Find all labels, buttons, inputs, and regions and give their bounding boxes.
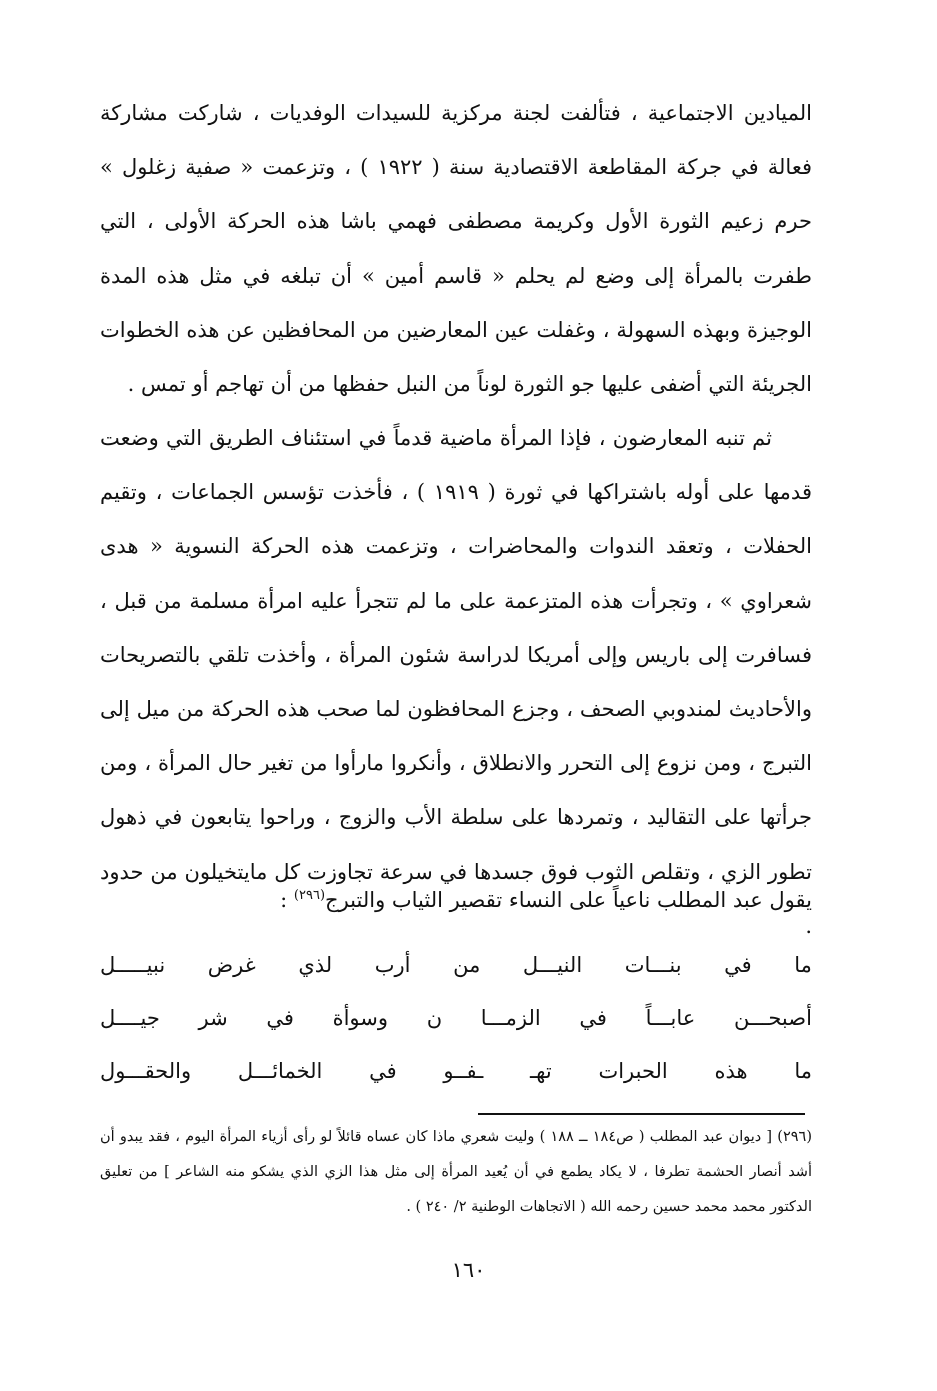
verse-word: أصبحـــن [733,1006,812,1030]
verse-word: عابـــاً [645,1006,696,1030]
verse-word: ما [794,1059,812,1083]
poem-verse-1 [100,938,812,992]
verse-word: في [369,1059,397,1083]
body-paragraph-1: الميادين الاجتماعية ، فتألفت لجنة مركزية للسيدات الوفديات ، شاركت مشاركة فعالة في جركة المقاطعة الاقتصادية سنة ( ١٩٢٢ ) ، وتزعمت « صفية زغلول » حرم زعيم الثورة الأول وكريمة مصطفى فهمي باشا هذه الحركة الأولى ، التي طفرت بالمرأة إلى وضع لم يحلم « قاسم أمين » أن تبلغه في مثل هذه المدة الوجيزة وبهذه السهولة ، وغفلت عين المعارضين من المحافظين عن هذه الخطوات الجريئة التي أضفى عليها جو الثورة لوناً من النبل حفظها من أن تهاجم أو تمس . [100,101,812,397]
poem-verse-3 [100,1044,812,1098]
verse-word: غرض [207,953,256,977]
body-paragraph-2: ثم تنبه المعارضون ، فإذا المرأة ماضية قدماً في استئناف الطريق التي وضعت قدمها على أوله باشتراكها في ثورة ( ١٩١٩ ) ، فأخذت تؤسس الجماعات ، وتقيم الحفلات ، وتعقد الندوات والمحاضرات ، وتزعمت هذه الحركة النسوية « هدى شعراوي » ، وتجرأت هذه المتزعمة على ما لم تتجرأ عليه امرأة مسلمة من قبل ، فسافرت إلى باريس وإلى أمريكا لدراسة شئون المرأة ، وأخذت تلقي بالتصريحات والأحاديث لمندوبي الصحف ، وجزع المحافظون لما صحب هذه الحركة من ميل إلى التبرج ، ومن نزوع إلى التحرر والانطلاق ، وأنكروا مارأوا من تغير حال المرأة ، ومن جرأتها على التقاليد ، وتمردها على سلطة الأب والزوج ، وراحوا يتابعون في ذهول تطور الزي ، وتقلص الثوب فوق جسدها في سرعة تجاوزت كل مايتخيلون من حدود . [100,426,812,938]
verse-word: بنـــات [624,953,682,977]
verse-word: ن [426,1006,443,1030]
verse-word: الخمائـــل [237,1059,323,1083]
verse-word: في [579,1006,607,1030]
verse-word: ما [794,953,812,977]
verse-word: الحبرات [598,1059,668,1083]
footnote-text: (٢٩٦) [ ديوان عبد المطلب ( ص١٨٤ ــ ١٨٨ ) وليت شعري ماذا كان عساه قائلاً لو رأى أزياء المرأة اليوم ، فقد يبدو أن أشد أنصار الحشمة تطرفا ، لا يكاد يطمع في أن يُعيد المرأة إلى مثل هذا الزي الذي يشكو منه الشاعر ] من تعليق الدكتور محمد محمد حسين رحمه الله ( الاتجاهات الوطنية ٢/ ٢٤٠ ) . [100,1129,813,1215]
verse-word: لذي [298,953,333,977]
verse-word: الزمـــا [480,1006,541,1030]
verse-word: من [453,953,481,977]
verse-word: في [724,953,752,977]
verse-word: شر [198,1006,228,1030]
verse-word: جيــــل [100,1006,160,1030]
verse-word: نبيـــــل [100,953,166,977]
poem-verse-2 [100,991,812,1045]
verse-word: تهـ [530,1059,552,1083]
page-number: ١٦٠ [451,1258,486,1282]
verse-word: وسوأة [332,1006,389,1030]
verse-intro-text: يقول عبد المطلب ناعياً على النساء تقصير الثياب والتبرج [325,888,812,912]
verse-intro-colon: : [280,888,294,912]
footnote-reference: (٢٩٦) [293,888,326,903]
verse-word: في [266,1006,294,1030]
verse-word: أرب [374,953,411,977]
verse-intro-line [212,873,812,927]
verse-word: هذه [714,1059,748,1083]
verse-word: والحقـــول [100,1059,192,1083]
verse-word: ـفــو [443,1059,484,1083]
verse-word: النيـــل [522,953,583,977]
footnote-separator [478,1113,805,1115]
